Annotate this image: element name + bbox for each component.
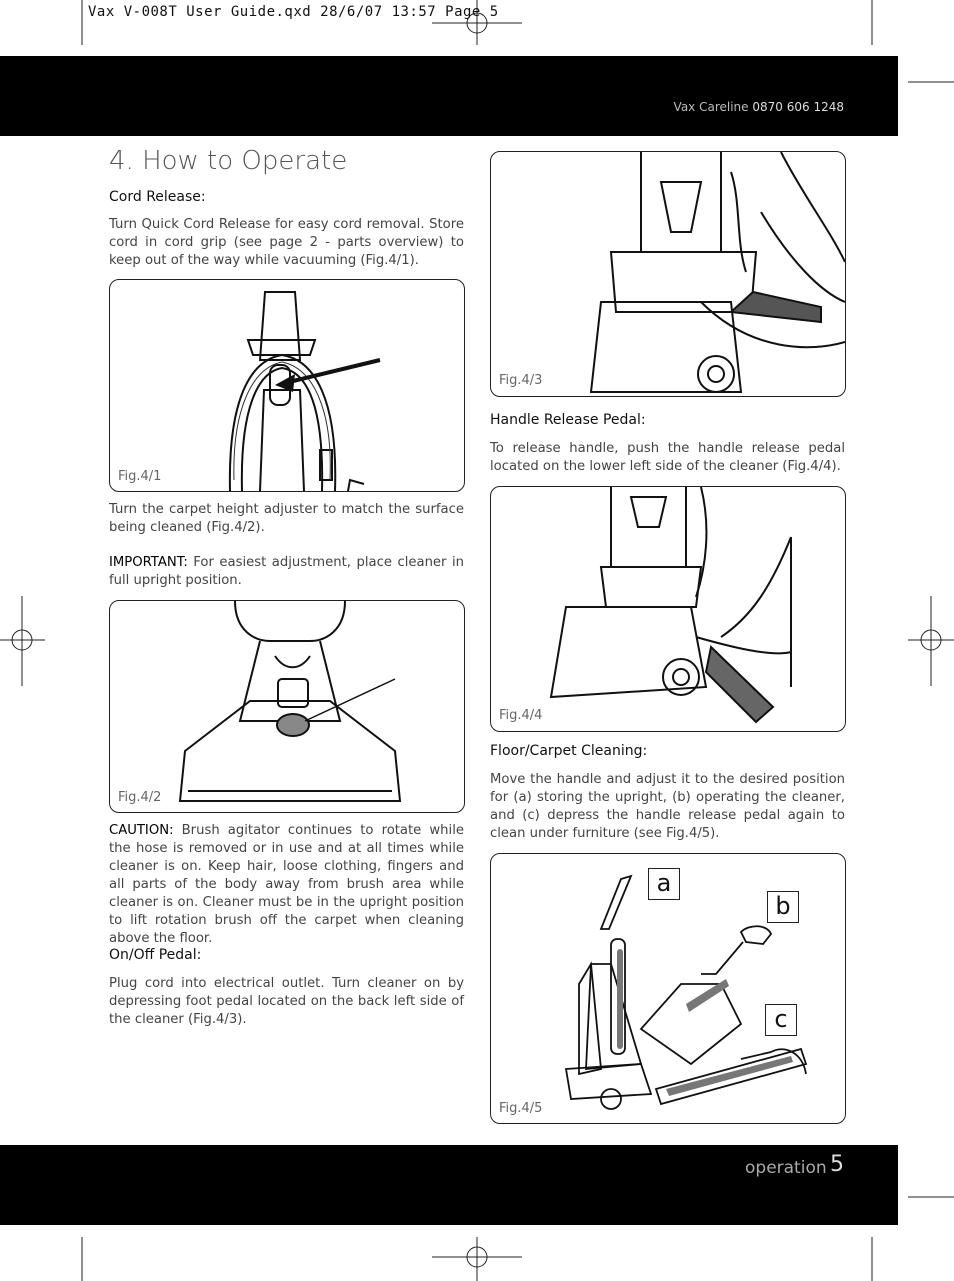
figure-4-2 [109, 600, 465, 813]
handle-release-heading: Handle Release Pedal: [490, 412, 646, 428]
position-b-label: b [767, 891, 799, 923]
cord-release-heading: Cord Release: [109, 189, 206, 205]
figure-4-1 [109, 279, 465, 492]
fig-4-2-label: Fig.4/2 [118, 790, 162, 805]
registration-mark-left [0, 596, 45, 686]
floor-carpet-text: Move the handle and adjust it to the desired position for (a) storing the upright, (b) operating the cleaner, and (c) depress the handle release pedal again to clean under furniture (see Fig.4/5). [490, 772, 845, 841]
figure-4-4 [490, 486, 846, 732]
fig-4-3-label: Fig.4/3 [499, 373, 543, 388]
footer-bar [0, 1145, 898, 1225]
caution-text: Brush agitator continues to rotate while the hose is removed or in use and at all times while cleaner is on. Keep hair, loose clothing, fingers and all parts of the body away from brush area while cleaner is on. Cleaner must be in the upright position to lift rotation brush off the carpet when cleaning above the floor. [109, 823, 464, 946]
footer-section-name: operation [745, 1158, 827, 1178]
figure-4-5 [490, 853, 846, 1124]
vacuum-cord-illustration [110, 280, 464, 491]
position-c-label: c [765, 1004, 797, 1036]
fig-4-1-label: Fig.4/1 [118, 469, 162, 484]
caution-note [109, 822, 464, 948]
on-off-pedal-text: Plug cord into electrical outlet. Turn cleaner on by depressing foot pedal located on the back left side of the cleaner (Fig.4/3). [109, 976, 464, 1027]
important-label: IMPORTANT: [109, 555, 188, 570]
fig-4-4-label: Fig.4/4 [499, 708, 543, 723]
important-note [109, 554, 464, 590]
header-bar [0, 56, 898, 136]
important-text: For easiest adjustment, place cleaner in full upright position. [109, 555, 464, 588]
handle-release-text: To release handle, push the handle release pedal located on the lower left side of the cleaner (Fig.4/4). [490, 441, 845, 474]
position-a-label: a [648, 868, 680, 900]
handle-release-pedal-illustration [491, 487, 845, 731]
caution-label: CAUTION: [109, 823, 174, 838]
on-off-pedal-illustration [491, 152, 845, 396]
page-title: 4. How to Operate [109, 146, 348, 176]
registration-mark-right [908, 596, 954, 686]
floor-carpet-heading: Floor/Carpet Cleaning: [490, 743, 648, 759]
carpet-height-adjuster-illustration [110, 601, 464, 812]
page-number: 5 [830, 1152, 844, 1177]
careline-number: 0870 606 1248 [752, 100, 844, 114]
file-slug: Vax V-008T User Guide.qxd 28/6/07 13:57 Page 5 [88, 4, 499, 20]
registration-mark-bottom [432, 1237, 522, 1281]
careline-label: Vax Careline [673, 100, 749, 114]
on-off-pedal-heading: On/Off Pedal: [109, 947, 202, 963]
cord-release-text: Turn Quick Cord Release for easy cord removal. Store cord in cord grip (see page 2 - parts overview) to keep out of the way while vacuuming (Fig.4/1). [109, 217, 464, 268]
careline [674, 100, 844, 114]
height-adjust-text: Turn the carpet height adjuster to match the surface being cleaned (Fig.4/2). [109, 502, 464, 535]
fig-4-5-label: Fig.4/5 [499, 1101, 543, 1116]
figure-4-3 [490, 151, 846, 397]
